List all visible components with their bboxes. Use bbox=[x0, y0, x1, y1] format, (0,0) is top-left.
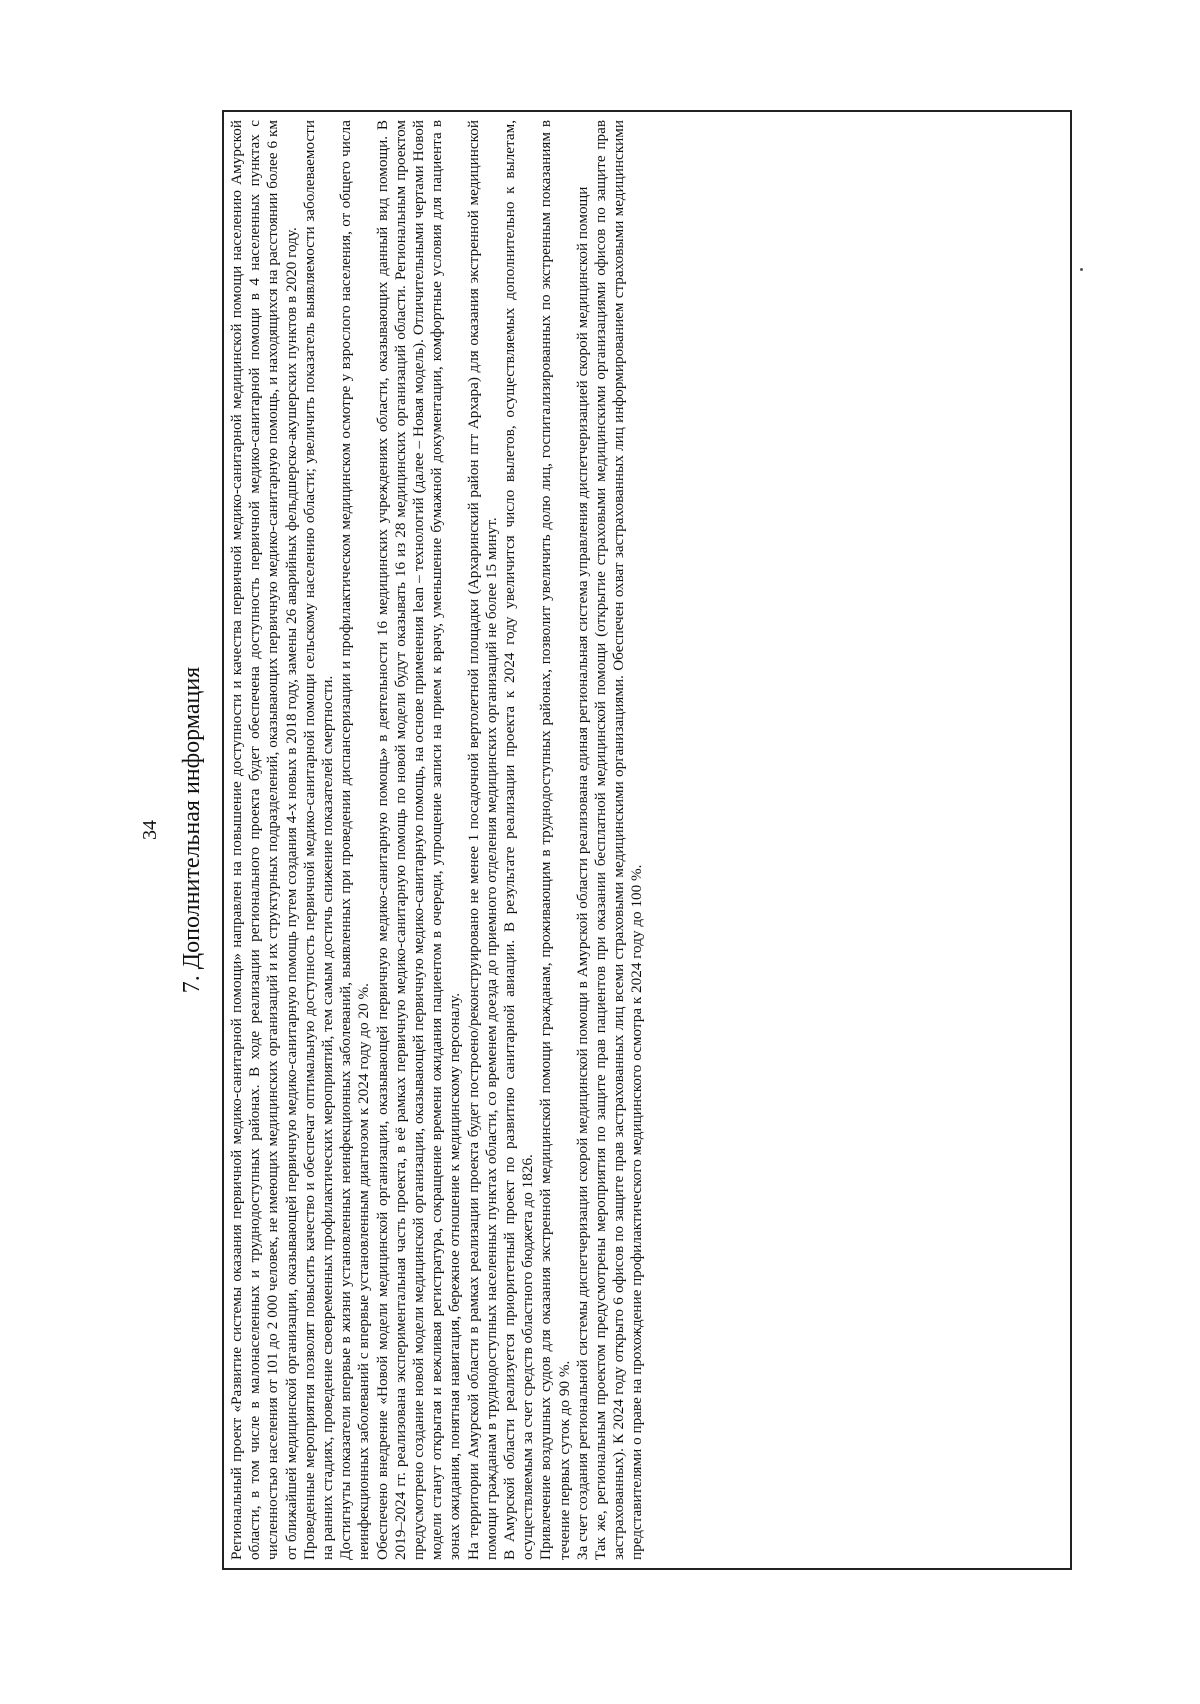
paragraph-measures: Проведенные мероприятия позволят повысить качество и обеспечат оптимальную доступность первичной медико-санитарной помощи сельскому населению области; увеличить показатель выявляемости заболеваемости на ранних стадиях, проведение своевременных профилактических мероприятий, тем самым достичь снижение показателей смертности. bbox=[300, 120, 337, 1560]
content-frame bbox=[222, 110, 1072, 1570]
paragraph-sanitary-aviation: В Амурской области реализуется приоритетный проект по развитию санитарной авиации. В результате реализации проекта к 2024 году увеличится число вылетов, осуществляемых дополнительно к вылетам, осуществляемым за счет средств областного бюджета до 1826. bbox=[501, 120, 537, 1560]
rotated-landscape-content bbox=[130, 80, 1090, 1580]
paragraph-helipad: На территории Амурской области в рамках реализации проекта будет построено/реконструировано не менее 1 посадочной вертолетной площадки (Архаринский район пгт Архара) для оказания экстренной медицинской помощи гражданам в труднодоступных населенных пунктах области, со временем доезда до приемного отделения медицинских организаций не более 15 минут. bbox=[464, 120, 500, 1560]
paragraph-regional-project: Региональный проект «Развитие системы оказания первичной медико-санитарной помощи» направлен на повышение доступности и качества первичной медико-санитарной медицинской помощи населению Амурской области, в том числе в малонаселенных и труднодоступных районах. В ходе реализации регионального проекта будет обеспечена доступность первичной медико-санитарной помощи в 4 населенных пунктах с численностью населения от 101 до 2 000 человек, не имеющих медицинских организаций и их структурных подразделений, оказывающих первичную медико-санитарную помощь, и находящихся на расстоянии более 6 км от ближайшей медицинской организации, оказывающей первичную медико-санитарную помощь путем создания 4-х новых в 2018 году, замены 26 аварийных фельдшерско-акушерских пунктов в 2020 году. bbox=[228, 120, 300, 1560]
paragraph-aircraft: Привлечение воздушных судов для оказания экстренной медицинской помощи гражданам, проживающим в труднодоступных районах, позволит увеличить долю лиц, госпитализированных по экстренным показаниям в течение первых суток до 90 %. bbox=[537, 120, 573, 1560]
paragraph-indicators: Достигнуты показатели впервые в жизни установленных неинфекционных заболеваний, выявленных при проведении диспансеризации и профилактическом медицинском осмотре у взрослого населения, от общего числа неинфекционных заболеваний с впервые установленным диагнозом к 2024 году до 20 %. bbox=[337, 120, 373, 1560]
section-title: 7. Дополнительная информация bbox=[179, 666, 205, 994]
paragraph-new-model: Обеспечено внедрение «Новой модели медицинской организации, оказывающей первичную медико-санитарную помощь» в деятельности 16 медицинских учреждениях области, оказывающих данный вид помощи. В 2019–2024 гг. реализована экспериментальная часть проекта, в её рамках первичную медико-санитарную помощь по новой модели будут оказывать 16 из 28 медицинских организаций области. Региональным проектом предусмотрено создание новой модели медицинской организации, оказывающей первичную медико-санитарную помощь, на основе применения lean – технологий (далее – Новая модель). Отличительными чертами Новой модели станут открытая и вежливая регистратура, сокращение времени ожидания пациентом в очереди, упрощение записи на прием к врачу, уменьшение бумажной документации, комфортные условия для пациента в зонах ожидания, понятная навигация, бережное отношение к медицинскому персоналу. bbox=[373, 120, 464, 1560]
page-number: 34 bbox=[139, 820, 161, 840]
paragraph-dispatch: За счет создания региональной системы диспетчеризации скорой медицинской помощи в Амурской области реализована единая региональная система управления диспетчеризацией скорой медицинской помощи bbox=[573, 186, 591, 1560]
paragraph-patient-rights: Так же, региональным проектом предусмотрены мероприятия по защите прав пациентов при оказании бесплатной медицинской помощи (открытие страховыми медицинскими организациями офисов по защите прав застрахованных). К 2024 году открыто 6 офисов по защите прав застрахованных лиц всеми страховыми медицинскими организациями. Обеспечен охват застрахованных лиц информированием страховыми медицинскими представителями о праве на прохождение профилактического медицинского осмотра к 2024 году до 100 %. bbox=[592, 120, 646, 1560]
